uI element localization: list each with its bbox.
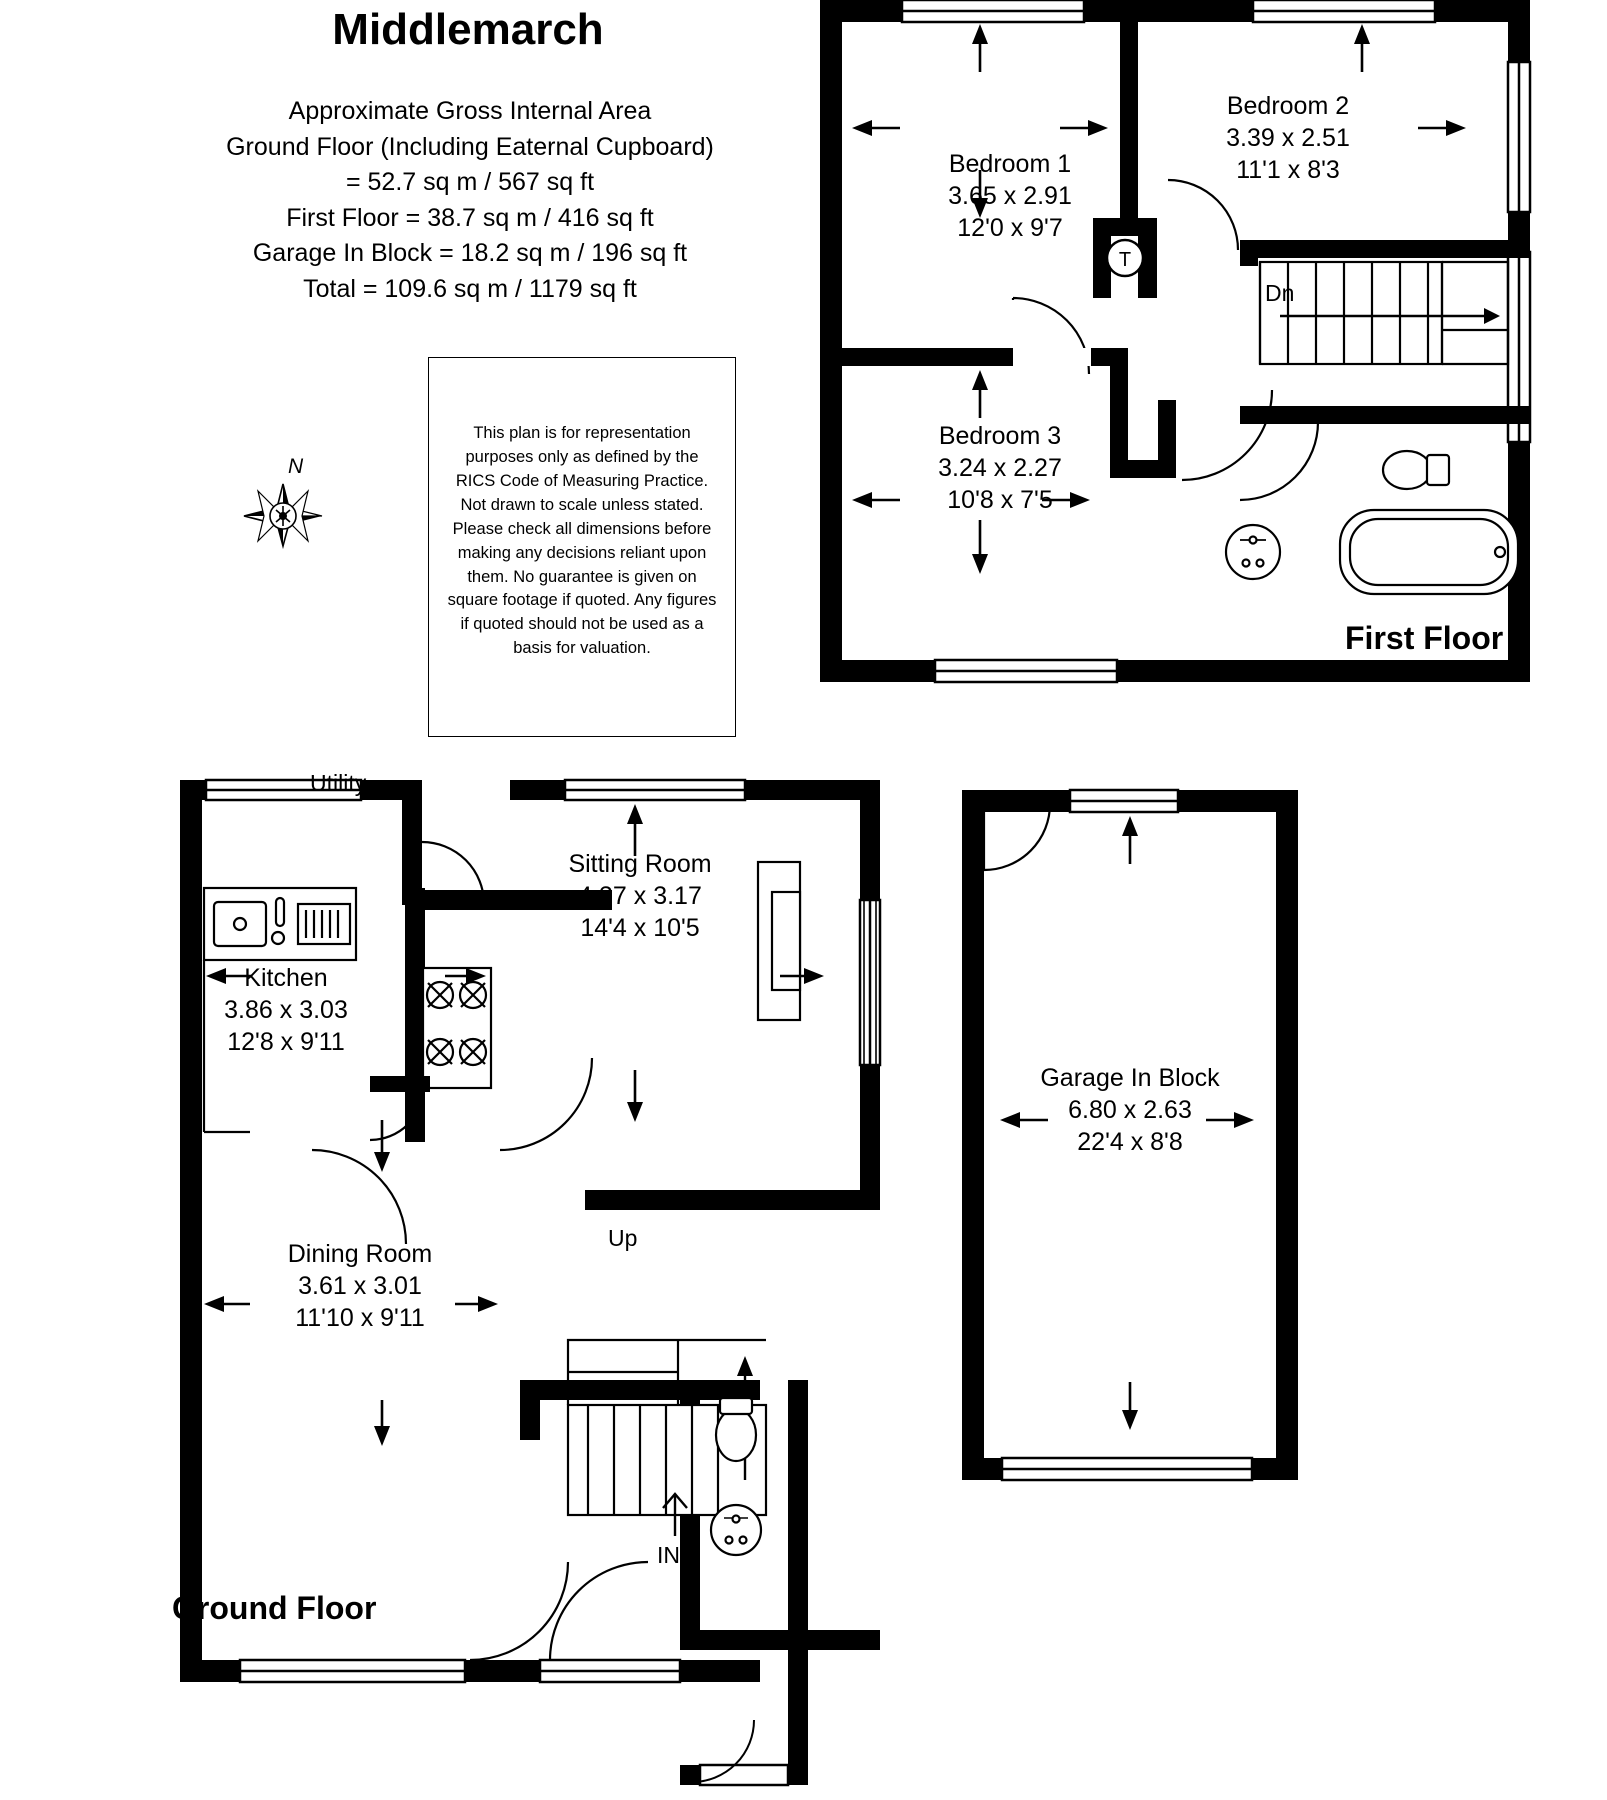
room-label-kitchen: [166, 962, 406, 1058]
area-line-2: Ground Floor (Including Eaternal Cupboard): [226, 132, 714, 161]
room-label-garage: [1005, 1062, 1255, 1158]
room-metric: 4.37 x 3.17: [578, 882, 702, 910]
page-title: Middlemarch: [332, 5, 604, 54]
room-metric: 3.61 x 3.01: [298, 1272, 422, 1300]
area-line-4: First Floor = 38.7 sq m / 416 sq ft: [286, 203, 654, 232]
room-imperial: 22'4 x 8'8: [1077, 1128, 1183, 1156]
room-name: Bedroom 3: [938, 422, 1062, 450]
stairs-down-label: Dn: [1265, 280, 1295, 306]
room-label-bedroom-2: [1168, 90, 1408, 186]
room-metric: 3.39 x 2.51: [1226, 124, 1350, 152]
room-label-bedroom-3: [880, 420, 1120, 516]
entrance-arrow-icon: [655, 1484, 695, 1540]
room-imperial: 11'1 x 8'3: [1236, 156, 1340, 184]
room-label-sitting-room: [520, 848, 760, 944]
room-name: Kitchen: [244, 964, 328, 992]
room-metric: 3.65 x 2.91: [948, 182, 1072, 210]
room-name: Bedroom 2: [1226, 92, 1350, 120]
room-imperial: 10'8 x 7'5: [947, 486, 1053, 514]
ground-floor-title: Ground Floor: [172, 1590, 377, 1626]
room-label-dining-room: [240, 1238, 480, 1334]
area-line-1: Approximate Gross Internal Area: [288, 97, 652, 125]
disclaimer-box: [428, 357, 736, 737]
first-floor-title: First Floor: [1345, 620, 1504, 656]
room-imperial: 14'4 x 10'5: [580, 914, 700, 942]
compass-north-label: N: [288, 455, 304, 478]
area-summary: [140, 94, 800, 307]
svg-text:T: T: [1118, 249, 1132, 271]
room-label-utility: Utility: [310, 770, 367, 796]
disclaimer-text: This plan is for representation purposes only as defined by the RICS Code of Measuring Practice. Not drawn to scale unless stated. Please check all dimensions before making any decisions reliant upon them. No guarantee is given on square footage if quoted. Any figures if quoted should not be used as a basis for valuation.: [447, 424, 717, 658]
area-line-5: Garage In Block = 18.2 sq m / 196 sq ft: [252, 239, 688, 267]
room-imperial: 12'0 x 9'7: [957, 214, 1063, 242]
entrance-label: IN: [657, 1542, 680, 1568]
room-metric: 3.86 x 3.03: [224, 996, 348, 1024]
room-imperial: 11'10 x 9'11: [295, 1304, 425, 1332]
room-metric: 6.80 x 2.63: [1068, 1096, 1192, 1124]
compass-rose: [228, 450, 338, 580]
room-name: Dining Room: [287, 1240, 433, 1268]
stairs-up-label: Up: [608, 1225, 638, 1251]
room-imperial: 12'8 x 9'11: [227, 1028, 345, 1056]
room-name: Bedroom 1: [948, 150, 1072, 178]
area-line-6: Total = 109.6 sq m / 1179 sq ft: [303, 274, 637, 303]
room-metric: 3.24 x 2.27: [938, 454, 1062, 482]
room-name: Sitting Room: [568, 850, 712, 878]
room-name: Garage In Block: [1040, 1064, 1220, 1092]
room-label-bedroom-1: [890, 148, 1130, 244]
area-line-3: = 52.7 sq m / 567 sq ft: [345, 168, 595, 196]
